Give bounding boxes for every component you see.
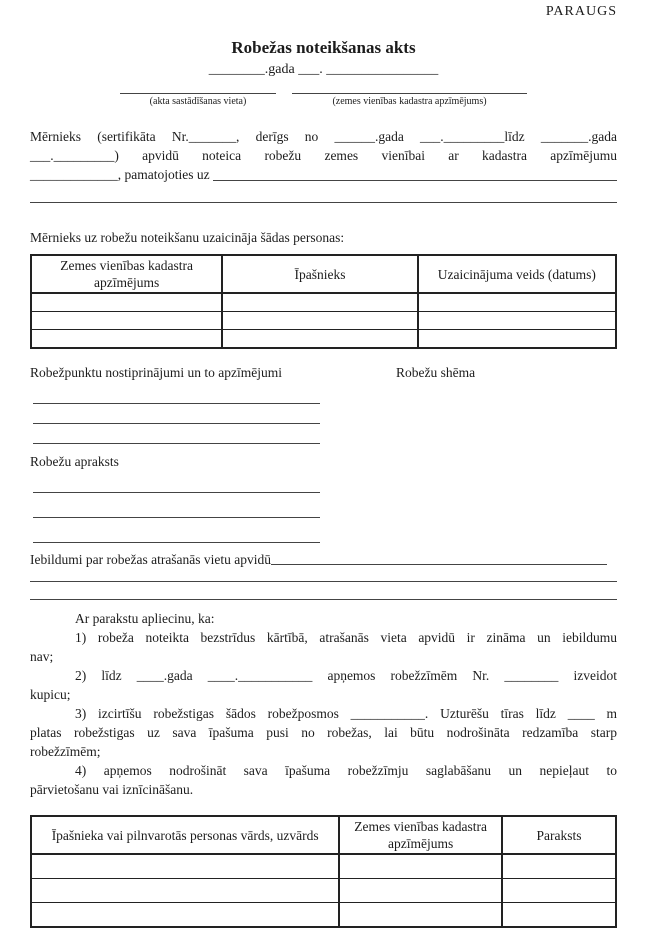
blank-underline (271, 551, 607, 565)
col-header-signature: Paraksts (502, 816, 616, 854)
declaration-item1-line2: nav; (30, 649, 54, 664)
blank-writing-line (33, 424, 320, 444)
table-header-row (31, 255, 616, 293)
invite-section-label: Mērnieks uz robežu noteikšanu uzaicināja šādas personas: (30, 230, 345, 245)
markers-label: Robežpunktu nostiprinājumi un to apzīmējumi (30, 365, 282, 380)
blank-writing-line (33, 381, 320, 404)
markers-and-scheme-section (30, 364, 617, 543)
blank-writing-line (33, 518, 320, 543)
scheme-column (396, 364, 475, 543)
objections-line (30, 551, 617, 568)
objections-label: Iebildumi par robežas atrašanās vietu apvidū (30, 552, 272, 567)
scheme-label: Robežu shēma (396, 365, 476, 380)
declaration-intro: Ar parakstu apliecinu, ka: (75, 611, 215, 626)
blank-writing-line (33, 470, 320, 493)
blank-writing-line (30, 599, 617, 600)
declaration-section (30, 609, 617, 799)
signatures-table (30, 815, 617, 928)
blank-writing-line (33, 404, 320, 424)
surveyor-paragraph (30, 127, 617, 184)
table-row (31, 293, 616, 312)
description-label: Robežu apraksts (30, 454, 119, 469)
surveyor-paragraph-line1: Mērnieks (sertifikāta Nr._______, derīgs no ______.gada ___._________līdz _______.gada (30, 129, 617, 144)
blank-writing-line (33, 493, 320, 518)
declaration-item2-line2: kupicu; (30, 687, 71, 702)
header-blank-fields (120, 93, 617, 108)
col-header-cadastre: Zemes vienības kadastra apzīmējums (339, 816, 502, 854)
surveyor-paragraph-line3 (30, 165, 617, 184)
table-row (31, 312, 616, 330)
surveyor-paragraph-line3-text: _____________, pamatojoties uz (30, 167, 213, 182)
col-header-owner: Īpašnieks (222, 255, 417, 293)
document-title: Robežas noteikšanas akts (231, 38, 416, 57)
table-header-row (31, 816, 616, 854)
table-row (31, 854, 616, 879)
declaration-item3-line3: robežzīmēm; (30, 744, 101, 759)
place-caption: (akta sastādīšanas vieta) (120, 93, 276, 108)
declaration-item2-line1: 2) līdz ____.gada ____.___________ apņemos robežzīmēm Nr. ________ izveidot (75, 668, 617, 683)
blank-writing-line (30, 581, 617, 582)
blank-writing-line (30, 202, 617, 203)
table-row (31, 903, 616, 928)
declaration-item3-line2: platas robežstigas uz sava īpašuma pusi no robežas, lai būtu nodrošināta redzamība starp (30, 725, 617, 740)
col-header-invitation: Uzaicinājuma veids (datums) (418, 255, 616, 293)
table-row (31, 330, 616, 349)
invited-persons-table (30, 254, 617, 349)
declaration-item3-line1: 3) izcirtīšu robežstigas šādos robežposmos ___________. Uzturēšu tīras līdz ____ m (75, 706, 617, 721)
date-blank-line: ________.gada ___. ________________ (208, 62, 439, 77)
declaration-item4-line1: 4) apņemos nodrošināt sava īpašuma robežzīmju saglabāšanu un nepieļaut to (75, 763, 617, 778)
table-row (31, 879, 616, 903)
col-header-owner-name: Īpašnieka vai pilnvarotās personas vārds, uzvārds (31, 816, 339, 854)
blank-underline (213, 165, 617, 181)
markers-column (30, 364, 332, 543)
declaration-item1-line1: 1) robeža noteikta bezstrīdus kārtībā, atrašanās vieta apvidū ir zināma un iebildumu (75, 630, 617, 645)
surveyor-paragraph-line2: ___._________) apvidū noteica robežu zemes vienībai ar kadastra apzīmējumu (30, 148, 617, 163)
cadastre-caption: (zemes vienības kadastra apzīmējums) (292, 93, 527, 108)
col-header-cadastre: Zemes vienības kadastra apzīmējums (31, 255, 222, 293)
sample-watermark: PARAUGS (545, 4, 617, 19)
declaration-item4-line2: pārvietošanu vai iznīcināšanu. (30, 782, 194, 797)
